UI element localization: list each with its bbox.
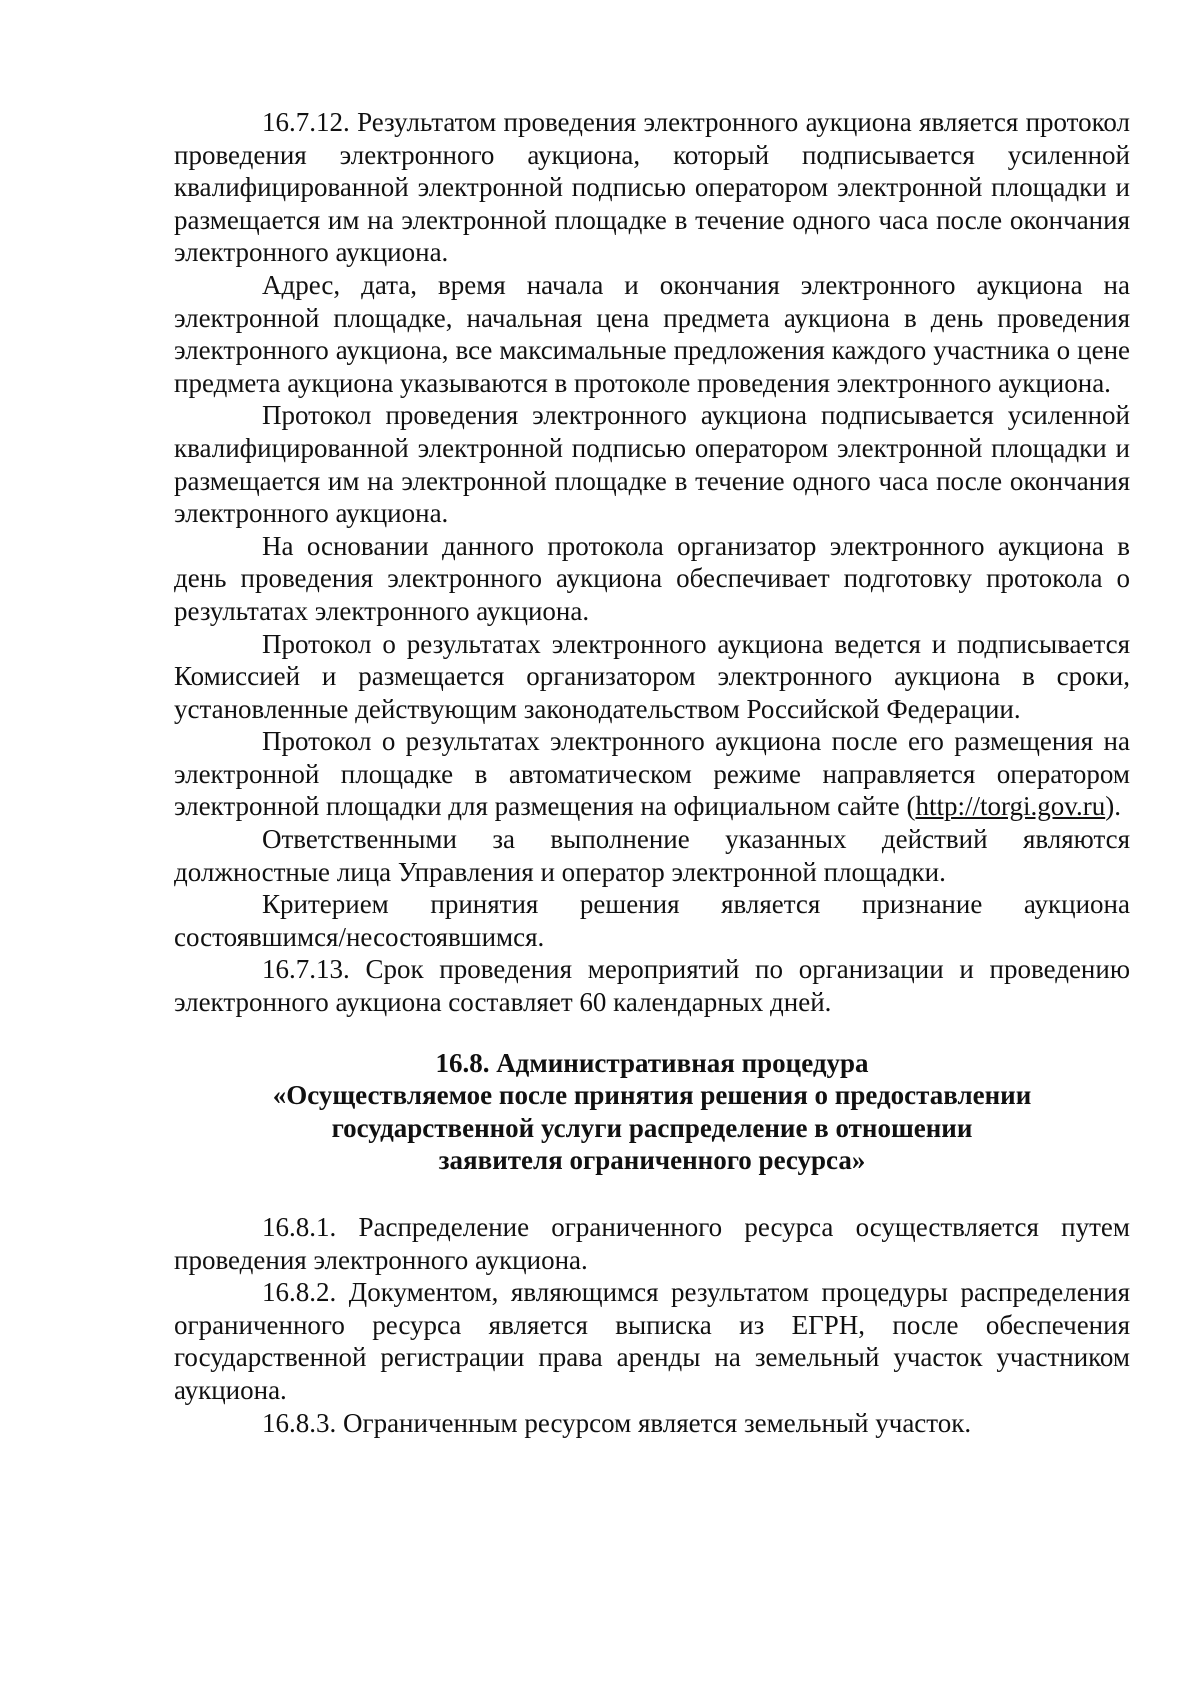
paragraph-16-8-3: 16.8.3. Ограниченным ресурсом является земельный участок. bbox=[262, 1407, 972, 1438]
paragraph-results-protocol: Протокол о результатах электронного аукциона ведется и подписывается Комиссией и размещается организатором электронного аукциона в сроки, установленные действующим законодательством Российской Федерации. bbox=[174, 628, 1130, 724]
paragraph-protocol-signing: Протокол проведения электронного аукциона подписывается усиленной квалифицированной электронной подписью оператором электронной площадки и размещается им на электронной площадке в течение одного часа после окончания электронного аукциона. bbox=[174, 400, 1130, 529]
paragraph-16-8-2: 16.8.2. Документом, являющимся результатом процедуры распределения ограниченного ресурса является выписка из ЕГРН, после обеспечения государственной регистрации права аренды на земельный участок участником аукциона. bbox=[174, 1277, 1130, 1405]
paragraph-16-8-1: 16.8.1. Распределение ограниченного ресурса осуществляется путем проведения электронного аукциона. bbox=[174, 1212, 1130, 1275]
heading-line-1: 16.8. Административная процедура bbox=[435, 1047, 869, 1078]
heading-line-3: государственной услуги распределение в отношении bbox=[331, 1112, 973, 1143]
heading-line-2: «Осуществляемое после принятия решения о предоставлении bbox=[272, 1080, 1032, 1111]
paragraph-official-site bbox=[174, 725, 1130, 823]
heading-line-4: заявителя ограниченного ресурса» bbox=[438, 1145, 866, 1176]
section-heading-16-8 bbox=[174, 1047, 1130, 1177]
paragraph-responsible-persons: Ответственными за выполнение указанных действий являются должностные лица Управления и оператор электронной площадки. bbox=[174, 824, 1130, 887]
paragraph-16-7-13: 16.7.13. Срок проведения мероприятий по организации и проведению электронного аукциона составляет 60 календарных дней. bbox=[174, 954, 1130, 1018]
official-site-link[interactable]: http://torgi.gov.ru bbox=[915, 791, 1106, 822]
paragraph-16-7-12: 16.7.12. Результатом проведения электронного аукциона является протокол проведения электронного аукциона, который подписывается усиленной квалифицированной электронной подписью оператором электронной площадки и размещается им на электронной площадке в течение одного часа после окончания электронного аукциона. bbox=[174, 107, 1130, 268]
official-site-open: ( bbox=[906, 791, 916, 822]
document-page bbox=[174, 106, 1130, 1439]
official-site-text: Протокол о результатах электронного аукциона после его размещения на электронной площадке в автоматическом режиме направляется оператором электронной площадки для размещения на официальном сайте bbox=[174, 726, 1130, 822]
paragraph-decision-criterion: Критерием принятия решения является признание аукциона состоявшимся/несостоявшимся. bbox=[174, 889, 1130, 952]
official-site-close: ). bbox=[1105, 791, 1121, 822]
paragraph-organizer-results: На основании данного протокола организатор электронного аукциона в день проведения электронного аукциона обеспечивает подготовку протокола о результатах электронного аукциона. bbox=[174, 530, 1130, 626]
paragraph-auction-details: Адрес, дата, время начала и окончания электронного аукциона на электронной площадке, начальная цена предмета аукциона в день проведения электронного аукциона, все максимальные предложения каждого участника о цене предмета аукциона указываются в протоколе проведения электронного аукциона. bbox=[174, 269, 1130, 398]
